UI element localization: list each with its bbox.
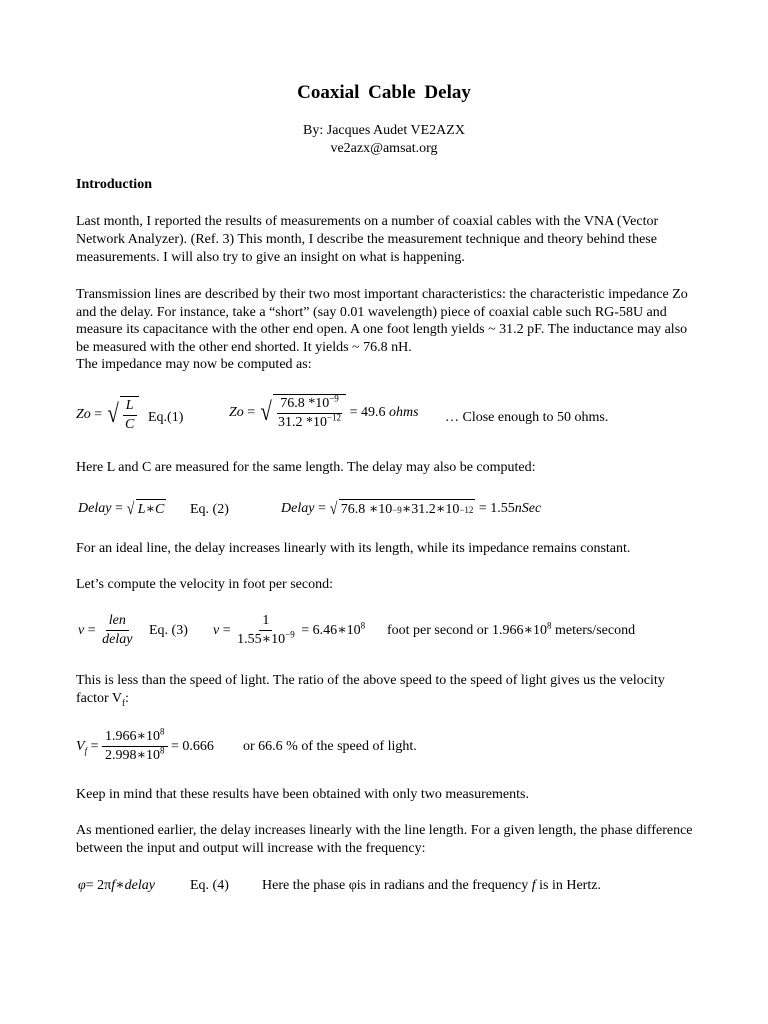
eqvf-note: or 66.6 % of the speed of light.: [243, 739, 417, 754]
eq2-radicand: L∗C: [137, 501, 165, 517]
eq3b-num: 1: [259, 612, 272, 631]
eq2b-unit: nSec: [514, 501, 542, 516]
equation-phase: φ= 2πf∗delay: [78, 878, 155, 893]
eq1-sqrt: √ $\frac{L}{C}$: [106, 396, 140, 434]
eq1-note: … Close enough to 50 ohms.: [445, 410, 609, 425]
eq3b-result: = $6.46∗10^8$: [301, 619, 366, 638]
eq1b-sqrt: √ $\frac{76.8 *10^{-9}}{31.2 *10^{-12}}$: [259, 394, 346, 432]
eq1b-result: = 49.6: [349, 405, 386, 420]
eq3b-den: $1.55∗10^{-9}$: [237, 629, 295, 647]
paragraph-5: Let’s compute the velocity in foot per second:: [76, 577, 333, 592]
eq3-num: len: [106, 612, 129, 631]
paragraph-7: Keep in mind that these results have been obtained with only two measurements.: [76, 787, 529, 802]
paragraph-2-tail: The impedance may now be computed as:: [76, 357, 312, 372]
eq1b-unit: ohms: [388, 405, 419, 420]
equation-1b: Zo = √ $\frac{76.8 *10^{-9}}{31.2 *10^{-12}}$ = 49.6 ohms: [229, 393, 419, 430]
paragraph-2: [76, 286, 696, 374]
equation-1: [76, 396, 139, 434]
paragraph-4: For an ideal line, the delay increases linearly with its length, while its impedance remains constant.: [76, 541, 631, 556]
eq2b-lhs: Delay: [281, 501, 315, 516]
eqvf-num: $1.966∗10^8$: [102, 728, 168, 747]
eq1-label: Eq.(1): [148, 410, 184, 425]
equation-vf: $V_f$ = $\frac{1.966∗10^8}{2.998∗10^8}$ = 0.666: [76, 726, 214, 763]
eqvf-result: = 0.666: [171, 738, 214, 754]
eq1b-lhs: Zo: [229, 405, 244, 420]
eq3-label: Eq. (3): [149, 623, 188, 638]
eq1b-num: 76.8 $*10^{-9}$: [277, 395, 342, 414]
page-title: Coaxial Cable Delay: [297, 82, 471, 103]
eq2b-result: = 1.55: [478, 501, 515, 516]
eq-phase-note: Here the phase φis in radians and the frequency f is in Hertz.: [262, 878, 601, 893]
equation-3b: v = $\frac{1}{1.55∗10^{-9}}$ = $6.46∗10^8$: [213, 613, 366, 647]
eq3b-lhs: v: [213, 622, 220, 638]
eq2-lhs: Delay: [78, 501, 112, 516]
eq2-label: Eq. (2): [190, 502, 229, 517]
eq3-lhs: v: [78, 622, 85, 638]
email: ve2azx@amsat.org: [330, 141, 438, 156]
eqvf-lhs: $V_f$: [76, 738, 88, 756]
eq1-den: C: [124, 417, 135, 432]
eq2b-sqrt: √ 76.8 ∗10 −9 ∗31.2∗10 −12: [330, 499, 474, 518]
equation-2b: Delay = √ 76.8 ∗10 −9 ∗31.2∗10 −12 = 1.55 nSec: [281, 499, 542, 518]
eq1-equals: =: [94, 407, 103, 422]
paragraph-8: As mentioned earlier, the delay increases linearly with the line length. For a given length, the phase difference between the input and output will increase with the frequency:: [76, 823, 693, 856]
paragraph-2-text: Transmission lines are described by their two most important characteristics: the characteristic impedance Zo and the delay. For instance, take a “short” (say 0.01 wavelength) piece of coaxial cable such RG-58U and measure its capacitance with the other end open. A one foot length yields ~ 31.2 pF. The inductance may also be measured with the other end shorted. It yields ~ 76.8 nH.: [76, 287, 688, 355]
eq-phase-label: Eq. (4): [190, 878, 229, 893]
equation-2: Delay = √ L∗C: [78, 499, 165, 518]
eq3-units: foot per second or $1.966∗10^8$ meters/second: [387, 620, 636, 638]
eq2-sqrt: √ L∗C: [127, 499, 165, 518]
paragraph-3: Here L and C are measured for the same length. The delay may also be computed:: [76, 460, 536, 475]
eq1-lhs: Zo: [76, 407, 91, 422]
paragraph-6: This is less than the speed of light. The ratio of the above speed to the speed of light gives us the velocity factor $V_f$:: [76, 673, 665, 708]
eq3-den: delay: [102, 632, 133, 647]
section-heading-introduction: Introduction: [76, 177, 152, 192]
byline: By: Jacques Audet VE2AZX: [303, 123, 465, 138]
paragraph-1: Last month, I reported the results of measurements on a number of coaxial cables with the VNA (Vector Network Analyzer). (Ref. 3) This month, I describe the measurement technique and theory behind these measurements. I will also try to give an insight on what is happening.: [76, 214, 659, 265]
eq1-num: L: [123, 397, 137, 416]
eq1b-den: 31.2 $*10^{-12}$: [277, 412, 342, 430]
equation-3: v = $\frac{\text{len}}{\text{delay}}$: [78, 612, 135, 649]
eqvf-den: $2.998∗10^8$: [104, 745, 165, 763]
